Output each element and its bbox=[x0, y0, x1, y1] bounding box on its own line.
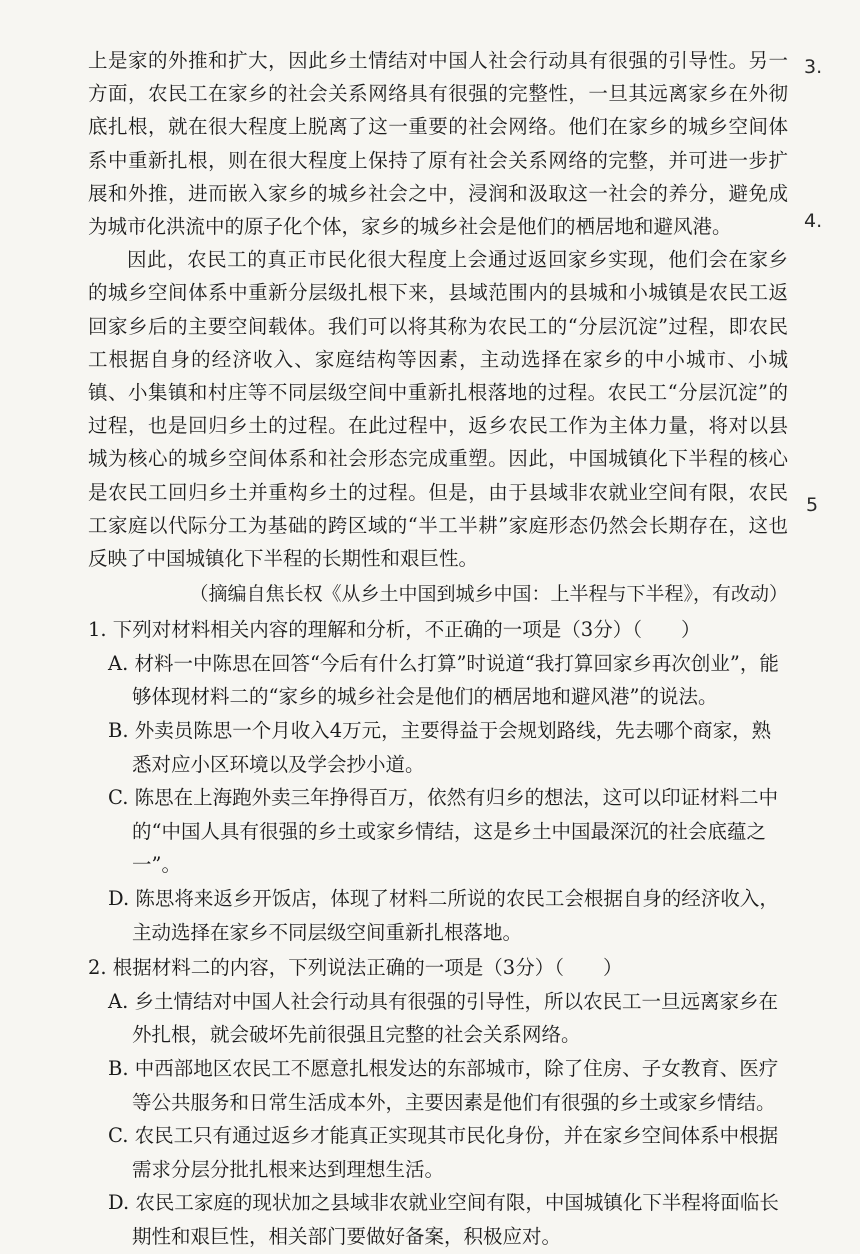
question-2-option-c: C. 农民工只有通过返乡才能真正实现其市民化身份，并在家乡空间体系中根据需求分层分批扎根来达到理想生活。 bbox=[108, 1124, 779, 1181]
question-1-option-c: C. 陈思在上海跑外卖三年挣得百万，依然有归乡的想法，这可以印证材料二中的“中国人具有很强的乡土或家乡情结，这是乡土中国最深沉的社会底蕴之一”。 bbox=[108, 786, 779, 877]
page-content bbox=[88, 44, 788, 1254]
question-2 bbox=[88, 951, 788, 1253]
question-1-option-d: D. 陈思将来返乡开饭店，体现了材料二所说的农民工会根据自身的经济收入，主动选择在家乡不同层级空间重新扎根落地。 bbox=[108, 887, 779, 944]
question-2-option-a: A. 乡土情结对中国人社会行动具有很强的引导性，所以农民工一旦远离家乡在外扎根，就会破坏先前很强且完整的社会关系网络。 bbox=[108, 989, 778, 1047]
passage-source: （摘编自焦长权《从乡土中国到城乡中国：上半程与下半程》，有改动） bbox=[189, 583, 788, 606]
margin-number-3: 3. bbox=[804, 56, 823, 78]
question-2-option-b: B. 中西部地区农民工不愿意扎根发达的东部城市，除了住房、子女教育、医疗等公共服务和日常生活成本外，主要因素是他们有很强的乡土或家乡情结。 bbox=[108, 1056, 779, 1114]
question-1-option-a: A. 材料一中陈思在回答“今后有什么打算”时说道“我打算回家乡再次创业”，能够体现材料二的“家乡的城乡社会是他们的栖居地和避风港”的说法。 bbox=[108, 651, 779, 709]
question-1-stem: 1. 下列对材料相关内容的理解和分析，不正确的一项是（3分）（ ） bbox=[88, 618, 701, 642]
passage-paragraph-2: 因此，农民工的真正市民化很大程度上会通过返回家乡实现，他们会在家乡的城乡空间体系中重新分层级扎根下来，县域范围内的县城和小城镇是农民工返回家乡后的主要空间载体。我们可以将其称为农民工的“分层沉淀”过程，即农民工根据自身的经济收入、家庭结构等因素，主动选择在家乡的中小城市、小城镇、小集镇和村庄等不同层级空间中重新扎根落地的过程。农民工“分层沉淀”的过程，也是回归乡土的过程。在此过程中，返乡农民工作为主体力量，将对以县城为核心的城乡空间体系和社会形态完成重塑。因此，中国城镇化下半程的核心是农民工回归乡土并重构乡土的过程。但是，由于县域非农就业空间有限，农民工家庭以代际分工为基础的跨区域的“半工半耕”家庭形态仍然会长期存在，这也反映了中国城镇化下半程的长期性和艰巨性。 bbox=[88, 248, 788, 571]
margin-number-5: 5 bbox=[806, 494, 819, 516]
question-2-stem: 2. 根据材料二的内容，下列说法正确的一项是（3分）（ ） bbox=[88, 956, 623, 980]
question-1-option-b: B. 外卖员陈思一个月收入4万元，主要得益于会规划路线，先去哪个商家，熟悉对应小区环境以及学会抄小道。 bbox=[108, 719, 772, 776]
margin-number-4: 4. bbox=[804, 210, 823, 232]
question-2-option-d: D. 农民工家庭的现状加之县域非农就业空间有限，中国城镇化下半程将面临长期性和艰巨性，相关部门要做好备案，积极应对。 bbox=[108, 1191, 779, 1248]
passage-paragraph-1: 上是家的外推和扩大，因此乡土情结对中国人社会行动具有很强的引导性。另一方面，农民工在家乡的社会关系网络具有很强的完整性，一旦其远离家乡在外彻底扎根，就在很大程度上脱离了这一重要的社会网络。他们在家乡的城乡空间体系中重新扎根，则在很大程度上保持了原有社会关系网络的完整，并可进一步扩展和外推，进而嵌入家乡的城乡社会之中，浸润和汲取这一社会的养分，避免成为城市化洪流中的原子化个体，家乡的城乡社会是他们的栖居地和避风港。 bbox=[88, 49, 788, 239]
question-1 bbox=[88, 613, 788, 949]
